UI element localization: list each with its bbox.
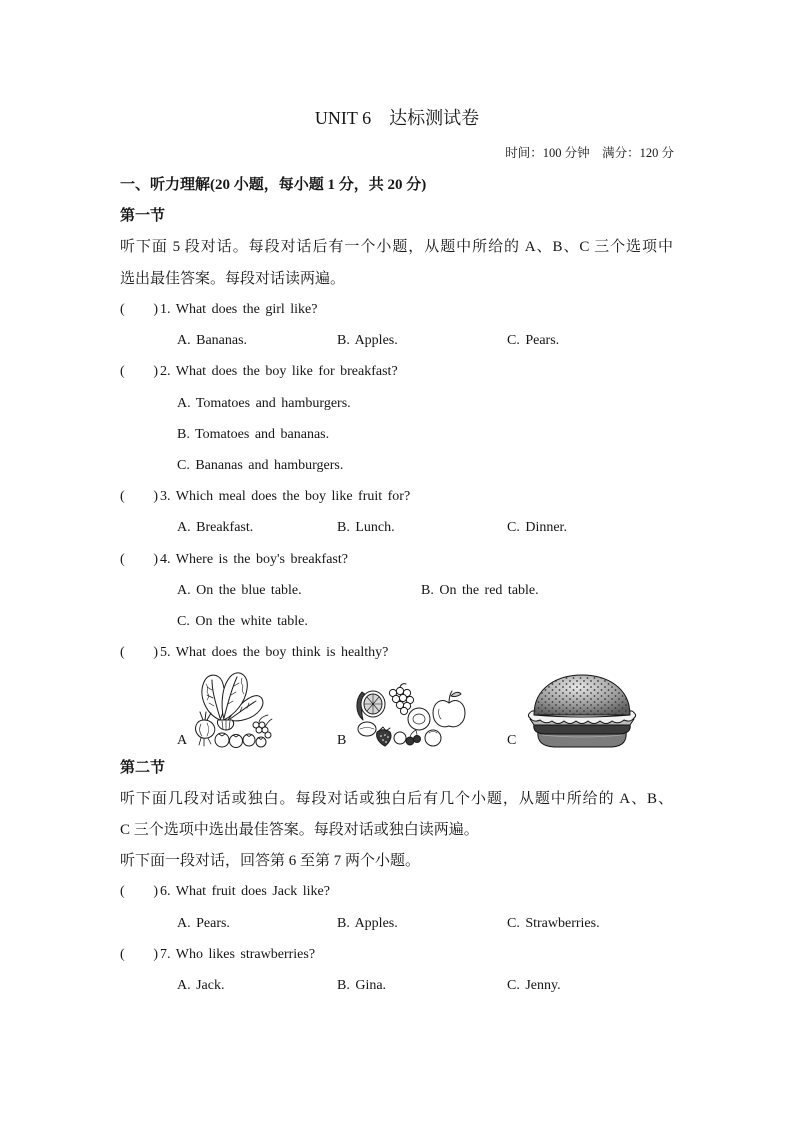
question-2-option-a: A. Tomatoes and hamburgers. xyxy=(177,396,351,411)
blank-open: ( xyxy=(120,489,125,504)
question-4-option-b: B. On the red table. xyxy=(421,583,539,598)
blank-close: ) xyxy=(153,364,158,379)
question-2-option-a-row xyxy=(0,394,794,414)
question-5-option-b-label: B xyxy=(337,733,347,748)
answer-blank xyxy=(120,362,158,382)
question-5-stem: 5. What does the boy think is healthy? xyxy=(160,645,389,660)
question-5-option-a-label: A xyxy=(177,733,188,748)
question-4-option-c: C. On the white table. xyxy=(177,614,308,629)
question-1 xyxy=(120,300,317,320)
question-4-options-ab xyxy=(0,581,794,601)
blank-open: ( xyxy=(120,302,125,317)
question-3-options xyxy=(0,518,794,538)
question-2-option-c-row xyxy=(0,456,794,476)
question-4-option-a: A. On the blue table. xyxy=(177,583,302,598)
question-6-options xyxy=(0,914,794,934)
question-4 xyxy=(120,550,348,570)
question-7-option-c: C. Jenny. xyxy=(507,978,561,993)
question-7-option-a: A. Jack. xyxy=(177,978,225,993)
question-2 xyxy=(120,362,398,382)
blank-close: ) xyxy=(153,302,158,317)
question-5-option-labels xyxy=(0,731,794,751)
blank-open: ( xyxy=(120,364,125,379)
blank-open: ( xyxy=(120,884,125,899)
exam-time-and-score: 时间：100 分钟 满分：120 分 xyxy=(505,146,674,160)
answer-blank xyxy=(120,643,158,663)
answer-blank xyxy=(120,882,158,902)
section-2-instruction-line-2: C 三个选项中选出最佳答案。每段对话或独白读两遍。 xyxy=(120,822,479,838)
blank-close: ) xyxy=(153,489,158,504)
section-1-instruction-line-1: 听下面 5 段对话。每段对话后有一个小题，从题中所给的 A、B、C 三个选项中 xyxy=(120,239,673,255)
answer-blank xyxy=(120,550,158,570)
question-4-option-c-row xyxy=(0,612,794,632)
section-2-sub-instruction: 听下面一段对话，回答第 6 至第 7 两个小题。 xyxy=(120,853,421,869)
question-1-option-a: A. Bananas. xyxy=(177,333,248,348)
part-one-heading: 一、听力理解(20 小题，每小题 1 分，共 20 分) xyxy=(120,177,427,193)
blank-open: ( xyxy=(120,552,125,567)
section-2-heading: 第二节 xyxy=(120,760,166,776)
question-4-stem: 4. Where is the boy's breakfast? xyxy=(160,552,348,567)
question-2-stem: 2. What does the boy like for breakfast? xyxy=(160,364,398,379)
question-1-option-c: C. Pears. xyxy=(507,333,560,348)
question-3-option-c: C. Dinner. xyxy=(507,520,567,535)
question-7-stem: 7. Who likes strawberries? xyxy=(160,947,316,962)
blank-close: ) xyxy=(153,552,158,567)
section-2-instruction-line-1: 听下面几段对话或独白。每段对话或独白后有几个小题，从题中所给的 A、B、 xyxy=(120,791,673,807)
answer-blank xyxy=(120,487,158,507)
question-5 xyxy=(120,643,388,663)
section-1-heading: 第一节 xyxy=(120,208,166,224)
answer-blank xyxy=(120,945,158,965)
blank-close: ) xyxy=(153,947,158,962)
page-title: UNIT 6 达标测试卷 xyxy=(314,108,480,128)
question-7-option-b: B. Gina. xyxy=(337,978,387,993)
question-7 xyxy=(120,945,315,965)
question-6-option-c: C. Strawberries. xyxy=(507,916,600,931)
question-6-option-a: A. Pears. xyxy=(177,916,230,931)
question-6 xyxy=(120,882,330,902)
question-3-option-b: B. Lunch. xyxy=(337,520,395,535)
question-2-option-c: C. Bananas and hamburgers. xyxy=(177,458,344,473)
question-6-option-b: B. Apples. xyxy=(337,916,398,931)
answer-blank xyxy=(120,300,158,320)
question-3-stem: 3. Which meal does the boy like fruit for? xyxy=(160,489,411,504)
question-1-option-b: B. Apples. xyxy=(337,333,398,348)
question-1-stem: 1. What does the girl like? xyxy=(160,302,318,317)
blank-close: ) xyxy=(153,884,158,899)
question-2-option-b: B. Tomatoes and bananas. xyxy=(177,427,330,442)
question-7-options xyxy=(0,976,794,996)
section-1-instruction-line-2: 选出最佳答案。每段对话读两遍。 xyxy=(120,271,346,287)
question-3 xyxy=(120,487,410,507)
blank-open: ( xyxy=(120,947,125,962)
blank-open: ( xyxy=(120,645,125,660)
question-1-options xyxy=(0,331,794,351)
question-6-stem: 6. What fruit does Jack like? xyxy=(160,884,330,899)
question-3-option-a: A. Breakfast. xyxy=(177,520,254,535)
question-2-option-b-row xyxy=(0,425,794,445)
blank-close: ) xyxy=(153,645,158,660)
question-5-option-c-label: C xyxy=(507,733,517,748)
